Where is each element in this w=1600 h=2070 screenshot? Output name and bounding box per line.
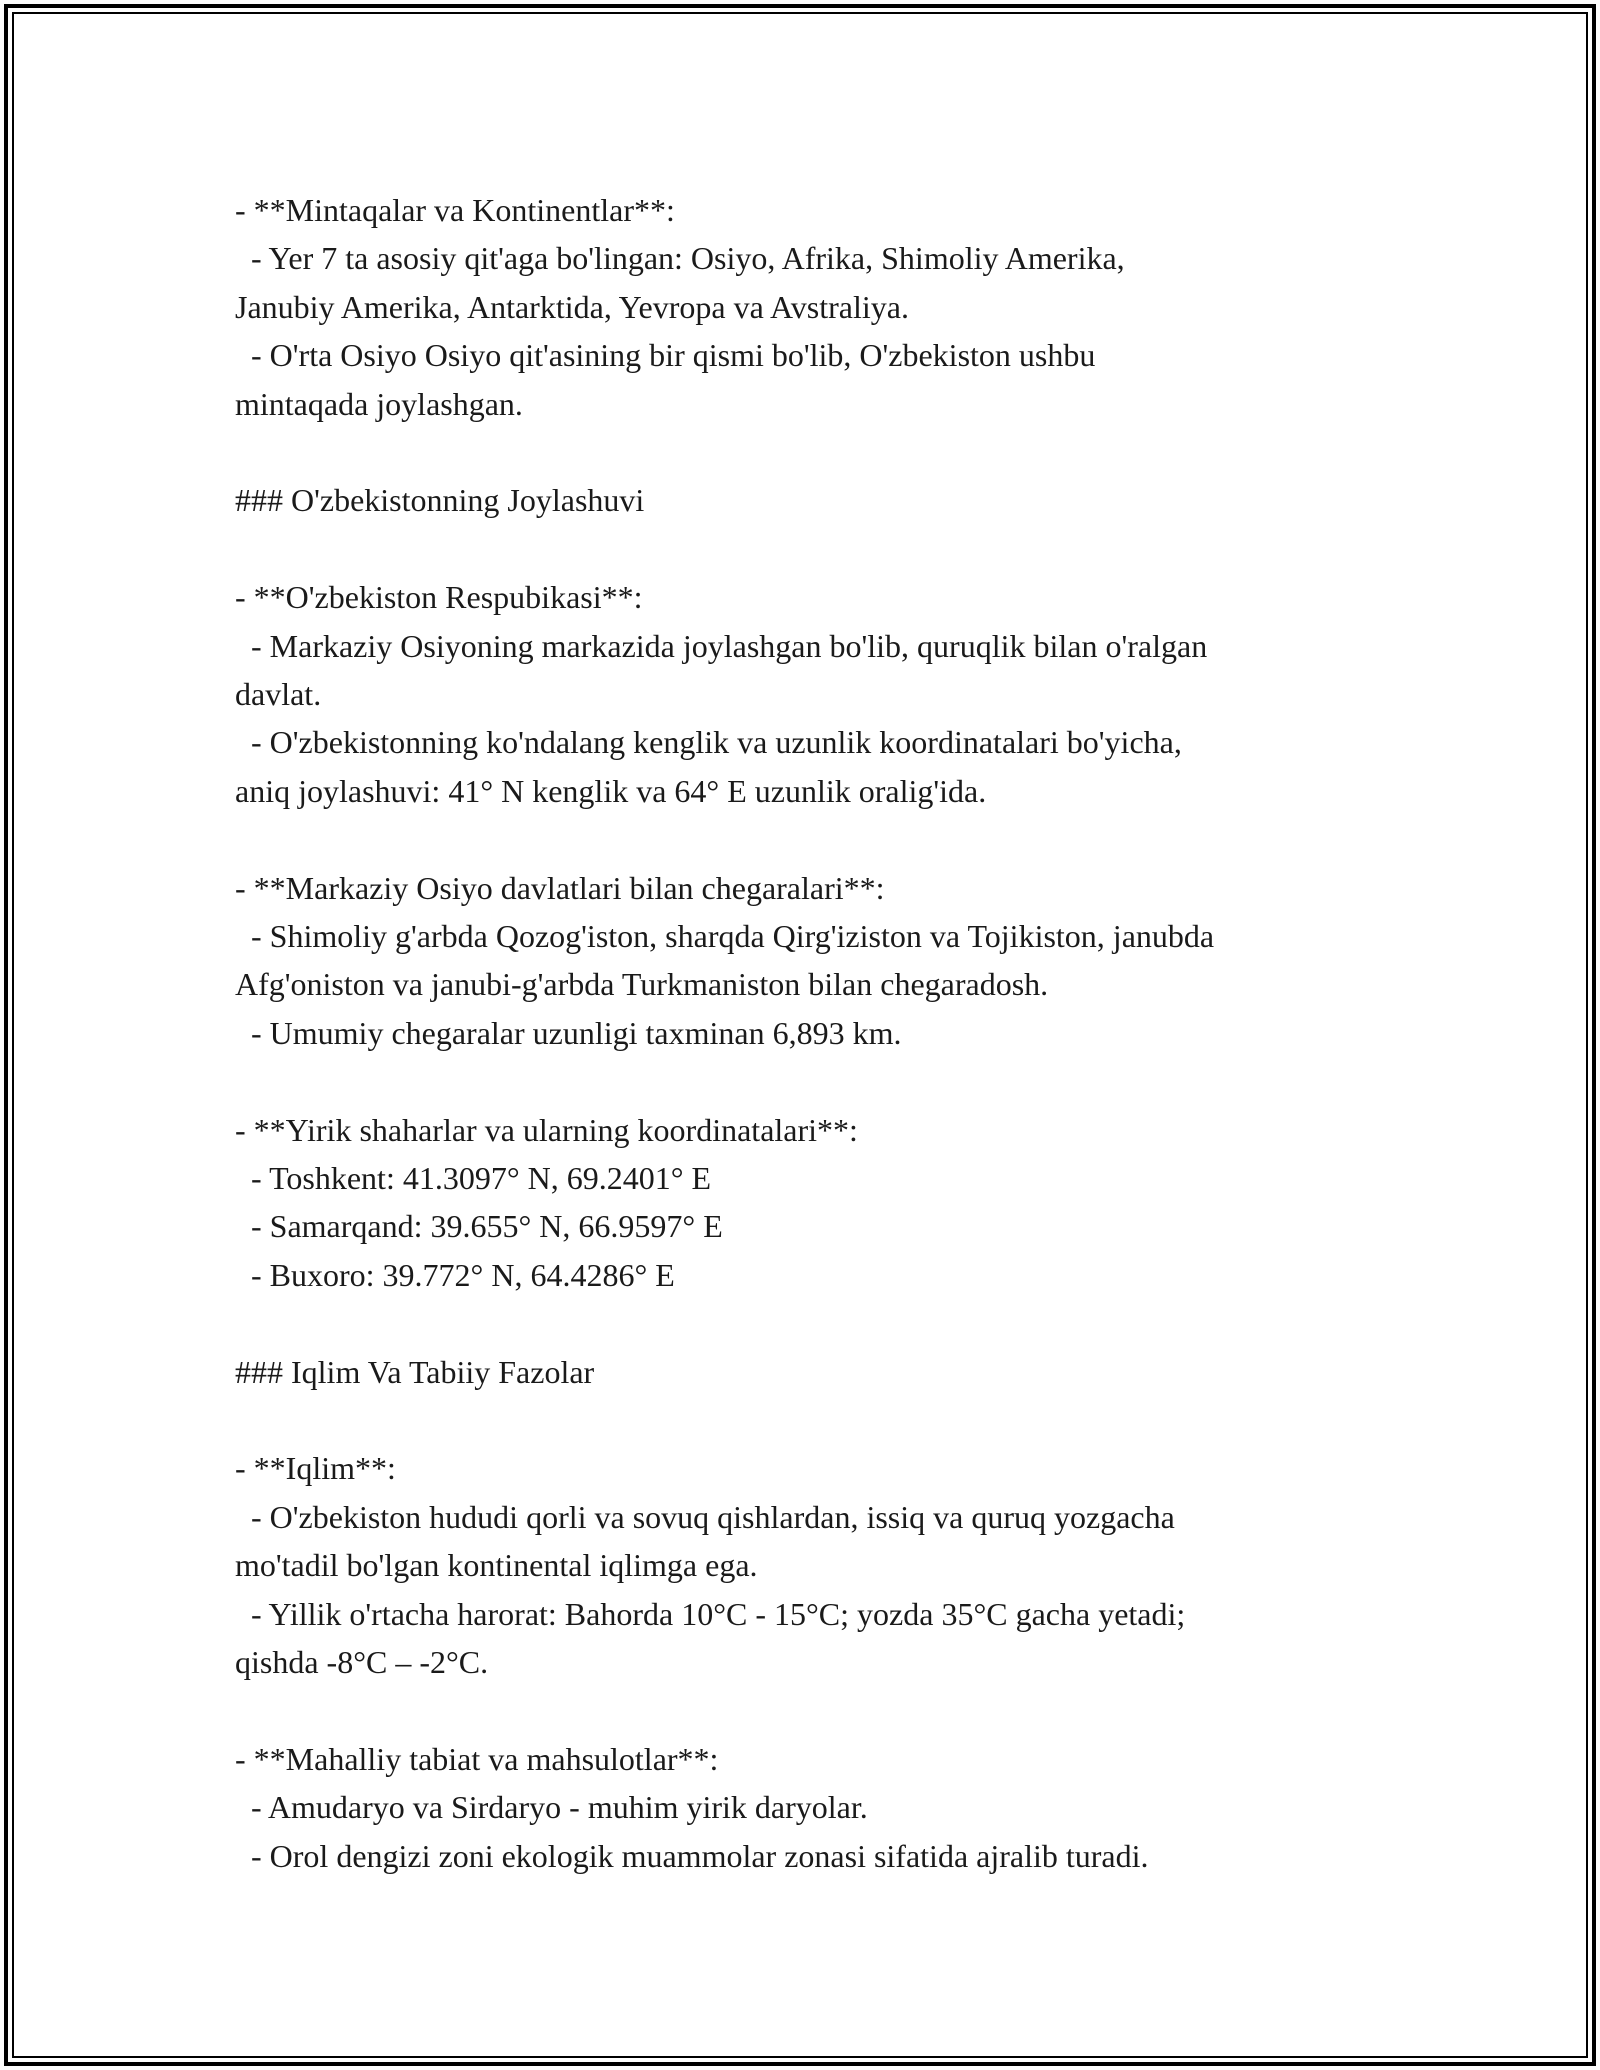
sub-bullet: - Buxoro: 39.772° N, 64.4286° E [235,1256,675,1293]
sub-bullet-continuation: davlat. [235,676,322,713]
sub-bullet: - Yillik o'rtacha harorat: Bahorda 10°C - 15°C; yozda 35°C gacha yetadi; [235,1595,1186,1632]
section-heading-climate [235,1348,1375,1396]
sub-bullet: - Amudaryo va Sirdaryo - muhim yirik daryolar. [235,1789,868,1826]
section-heading: ### Iqlim Va Tabiiy Fazolar [235,1353,595,1390]
sub-bullet: - Orol dengizi zoni ekologik muammolar zonasi sifatida ajralib turadi. [235,1837,1149,1874]
spacer [235,1396,1375,1444]
sub-bullet: - O'zbekiston hududi qorli va sovuq qishlardan, issiq va quruq yozgacha [235,1498,1175,1535]
section-republic [235,573,1375,815]
sub-bullet: - O'zbekistonning ko'ndalang kenglik va uzunlik koordinatalari bo'yicha, [235,724,1182,761]
sub-bullet-continuation: mo'tadil bo'lgan kontinental iqlimga ega. [235,1547,758,1584]
bullet-heading: - **Yirik shaharlar va ularning koordinatalari**: [235,1111,858,1148]
document-body [235,186,1375,1880]
spacer [235,1687,1375,1735]
bullet-heading: - **Mintaqalar va Kontinentlar**: [235,192,675,228]
spacer [235,1057,1375,1105]
sub-bullet: - Yer 7 ta asosiy qit'aga bo'lingan: Osiyo, Afrika, Shimoliy Amerika, [235,240,1125,277]
sub-bullet-continuation: Afg'oniston va janubi-g'arbda Turkmaniston bilan chegaradosh. [235,966,1049,1003]
section-heading: ### O'zbekistonning Joylashuvi [235,482,645,519]
section-regions-continents [235,186,1375,428]
spacer [235,428,1375,476]
sub-bullet: - Umumiy chegaralar uzunligi taxminan 6,893 km. [235,1014,902,1051]
sub-bullet: - Samarqand: 39.655° N, 66.9597° E [235,1208,723,1245]
sub-bullet-continuation: mintaqada joylashgan. [235,385,523,422]
sub-bullet: - O'rta Osiyo Osiyo qit'asining bir qismi bo'lib, O'zbekiston ushbu [235,337,1096,374]
section-climate [235,1444,1375,1686]
bullet-heading: - **O'zbekiston Respubikasi**: [235,579,643,616]
sub-bullet: - Shimoliy g'arbda Qozog'iston, sharqda Qirg'iziston va Tojikiston, janubda [235,918,1215,955]
bullet-heading: - **Mahalliy tabiat va mahsulotlar**: [235,1740,719,1777]
spacer [235,815,1375,863]
bullet-heading: - **Iqlim**: [235,1450,396,1487]
bullet-heading: - **Markaziy Osiyo davlatlari bilan chegaralari**: [235,869,885,906]
spacer [235,525,1375,573]
section-borders [235,864,1375,1058]
sub-bullet: - Toshkent: 41.3097° N, 69.2401° E [235,1160,712,1197]
section-heading-location [235,476,1375,524]
sub-bullet-continuation: Janubiy Amerika, Antarktida, Yevropa va Avstraliya. [235,288,909,325]
section-cities [235,1106,1375,1300]
sub-bullet: - Markaziy Osiyoning markazida joylashgan bo'lib, quruqlik bilan o'ralgan [235,627,1208,664]
sub-bullet-continuation: aniq joylashuvi: 41° N kenglik va 64° E uzunlik oralig'ida. [235,772,987,809]
spacer [235,1299,1375,1347]
section-nature-products [235,1735,1375,1880]
sub-bullet-continuation: qishda -8°C – -2°C. [235,1644,489,1681]
